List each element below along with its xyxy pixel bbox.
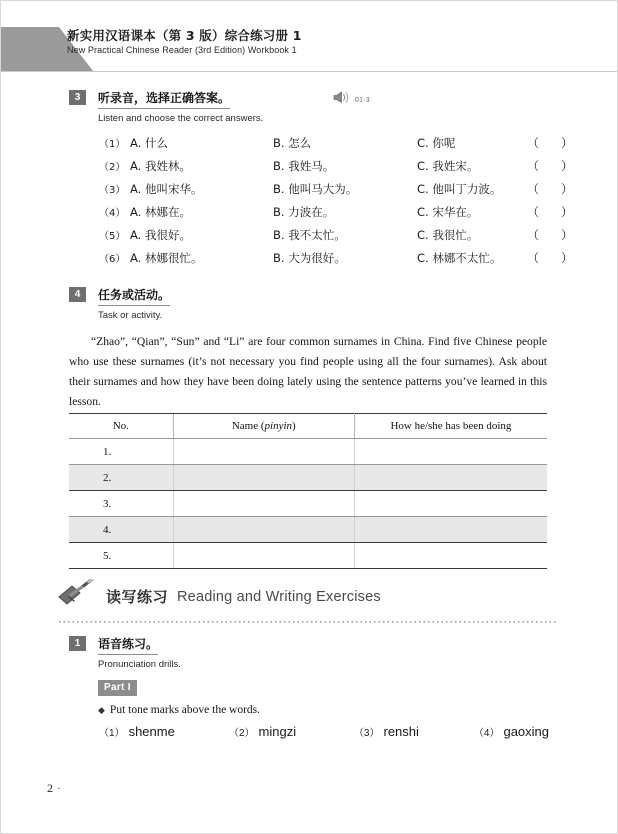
answer-blank[interactable]	[527, 203, 573, 220]
part-label: Part I	[98, 680, 137, 696]
cell-row-number: 5.	[69, 543, 173, 569]
pinyin-item-number: （1）	[99, 728, 125, 739]
pinyin-item[interactable]	[99, 724, 229, 739]
paren-close: ）	[560, 251, 573, 265]
header-divider	[1, 71, 617, 72]
option-c[interactable]: C. 他叫丁力波。	[417, 182, 502, 196]
exercise-3-number-badge: 3	[69, 90, 86, 105]
paren-open: （	[527, 251, 540, 265]
option-a[interactable]: A. 林娜很忙。	[130, 251, 203, 265]
header-title-chinese: 新实用汉语课本（第 3 版）综合练习册 1	[67, 28, 302, 43]
column-header-name-prefix: Name (	[231, 420, 265, 432]
pinyin-item-text: renshi	[383, 724, 419, 739]
diamond-bullet-icon: ◆	[98, 705, 105, 715]
table-header-row	[69, 414, 547, 439]
cell-row-number: 3.	[69, 491, 173, 517]
exercise-3-title-chinese: 听录音，选择正确答案。	[98, 90, 230, 109]
column-header-no: No.	[69, 414, 173, 439]
cell-row-number: 1.	[69, 439, 173, 465]
paren-open: （	[527, 205, 540, 219]
option-b[interactable]: B. 我不太忙。	[273, 228, 346, 242]
cell-doing[interactable]	[354, 517, 547, 543]
option-a[interactable]: A. 我很好。	[130, 228, 191, 242]
paren-close: ）	[560, 136, 573, 150]
question-row	[99, 134, 573, 157]
pinyin-word-list	[99, 724, 549, 739]
pinyin-item-text: shenme	[128, 724, 175, 739]
pinyin-item[interactable]	[474, 724, 549, 739]
section-dotted-divider	[59, 621, 557, 623]
answer-blank[interactable]	[527, 180, 573, 197]
column-header-name	[173, 414, 354, 439]
option-c[interactable]: C. 林娜不太忙。	[417, 251, 502, 265]
page-header	[1, 27, 617, 71]
table-row	[69, 439, 547, 465]
question-number: （5）	[99, 231, 126, 242]
paren-open: （	[527, 159, 540, 173]
cell-doing[interactable]	[354, 543, 547, 569]
paren-close: ）	[560, 205, 573, 219]
answer-blank[interactable]	[527, 134, 573, 151]
table-row	[69, 465, 547, 491]
column-header-name-italic: pinyin	[264, 420, 293, 432]
exercise-4-heading	[69, 286, 170, 322]
exercise-4-title-english: Task or activity.	[98, 310, 163, 321]
question-row	[99, 249, 573, 272]
option-b[interactable]: B. 大为很好。	[273, 251, 346, 265]
paren-open: （	[527, 182, 540, 196]
option-a[interactable]: A. 我姓林。	[130, 159, 191, 173]
pinyin-item[interactable]	[354, 724, 474, 739]
cell-doing[interactable]	[354, 465, 547, 491]
option-b[interactable]: B. 我姓马。	[273, 159, 335, 173]
audio-track-label: 01-3	[355, 96, 370, 104]
paren-close: ）	[560, 228, 573, 242]
table-row	[69, 517, 547, 543]
cell-name[interactable]	[173, 491, 354, 517]
pinyin-item-text: gaoxing	[503, 724, 550, 739]
pinyin-item-number: （3）	[353, 728, 380, 739]
cell-name[interactable]	[173, 543, 354, 569]
section-heading-reading-writing	[57, 579, 557, 623]
audio-track-marker	[332, 90, 370, 110]
exercise-1-number-badge: 1	[69, 636, 86, 651]
header-titles	[67, 27, 497, 56]
option-c[interactable]: C. 我很忙。	[417, 228, 479, 242]
column-header-doing: How he/she has been doing	[354, 414, 547, 439]
paren-close: ）	[560, 159, 573, 173]
paren-open: （	[527, 136, 540, 150]
question-number: （2）	[99, 162, 126, 173]
exercise-1-title-chinese: 语音练习。	[98, 636, 158, 655]
question-row	[99, 157, 573, 180]
exercise-1-heading	[69, 635, 181, 671]
option-c[interactable]: C. 我姓宋。	[417, 159, 479, 173]
answer-blank[interactable]	[527, 226, 573, 243]
question-number: （6）	[99, 254, 126, 265]
page-number-dot: ·	[57, 783, 61, 795]
option-a[interactable]: A. 林娜在。	[130, 205, 191, 219]
exercise-3-title-english: Listen and choose the correct answers.	[98, 113, 264, 124]
task-description-paragraph: “Zhao”, “Qian”, “Sun” and “Li” are four common surnames in China. Find five Chinese people who use these surnames (it’s not necessary you find people using all the four surnames). Ask about their surnames and how they have been doing lately using the sentence patterns you’ve learned in this lesson.	[69, 335, 547, 408]
question-number: （3）	[99, 185, 126, 196]
table-row	[69, 543, 547, 569]
task-answer-table	[69, 413, 547, 569]
answer-blank[interactable]	[527, 157, 573, 174]
option-a[interactable]: A. 他叫宋华。	[130, 182, 203, 196]
option-b[interactable]: B. 他叫马大为。	[273, 182, 358, 196]
paren-close: ）	[560, 182, 573, 196]
question-number: （4）	[99, 208, 126, 219]
cell-row-number: 4.	[69, 517, 173, 543]
cell-name[interactable]	[173, 517, 354, 543]
pencil-book-icon	[57, 579, 97, 614]
cell-name[interactable]	[173, 465, 354, 491]
pinyin-item-number: （2）	[228, 728, 255, 739]
paren-open: （	[527, 228, 540, 242]
option-b[interactable]: B. 怎么	[273, 136, 312, 150]
drill-instruction	[98, 704, 260, 716]
speaker-icon	[332, 90, 351, 110]
option-b[interactable]: B. 力波在。	[273, 205, 335, 219]
header-title-english: New Practical Chinese Reader (3rd Edition) Workbook 1	[67, 45, 297, 55]
option-a[interactable]: A. 什么	[130, 136, 168, 150]
exercise-1-title-english: Pronunciation drills.	[98, 659, 181, 670]
pinyin-item-number: （4）	[473, 728, 500, 739]
page-number: 2	[47, 781, 53, 795]
section-title-chinese: 读写练习	[106, 588, 169, 606]
exercise-4-number-badge: 4	[69, 287, 86, 302]
option-c[interactable]: C. 宋华在。	[417, 205, 479, 219]
option-c[interactable]: C. 你呢	[417, 136, 456, 150]
pinyin-item-text: mingzi	[258, 724, 297, 739]
section-title-english: Reading and Writing Exercises	[177, 588, 381, 605]
multiple-choice-list	[99, 134, 573, 272]
cell-doing[interactable]	[354, 439, 547, 465]
page-footer	[47, 781, 61, 796]
question-row	[99, 203, 573, 226]
cell-name[interactable]	[173, 439, 354, 465]
drill-instruction-text: Put tone marks above the words.	[109, 704, 261, 716]
answer-blank[interactable]	[527, 249, 573, 266]
question-row	[99, 226, 573, 249]
column-header-name-suffix: )	[292, 420, 296, 432]
question-number: （1）	[99, 139, 126, 150]
pinyin-item[interactable]	[229, 724, 354, 739]
exercise-3-heading	[69, 89, 263, 125]
question-row	[99, 180, 573, 203]
cell-doing[interactable]	[354, 491, 547, 517]
table-row	[69, 491, 547, 517]
exercise-4-title-chinese: 任务或活动。	[98, 287, 170, 306]
cell-row-number: 2.	[69, 465, 173, 491]
